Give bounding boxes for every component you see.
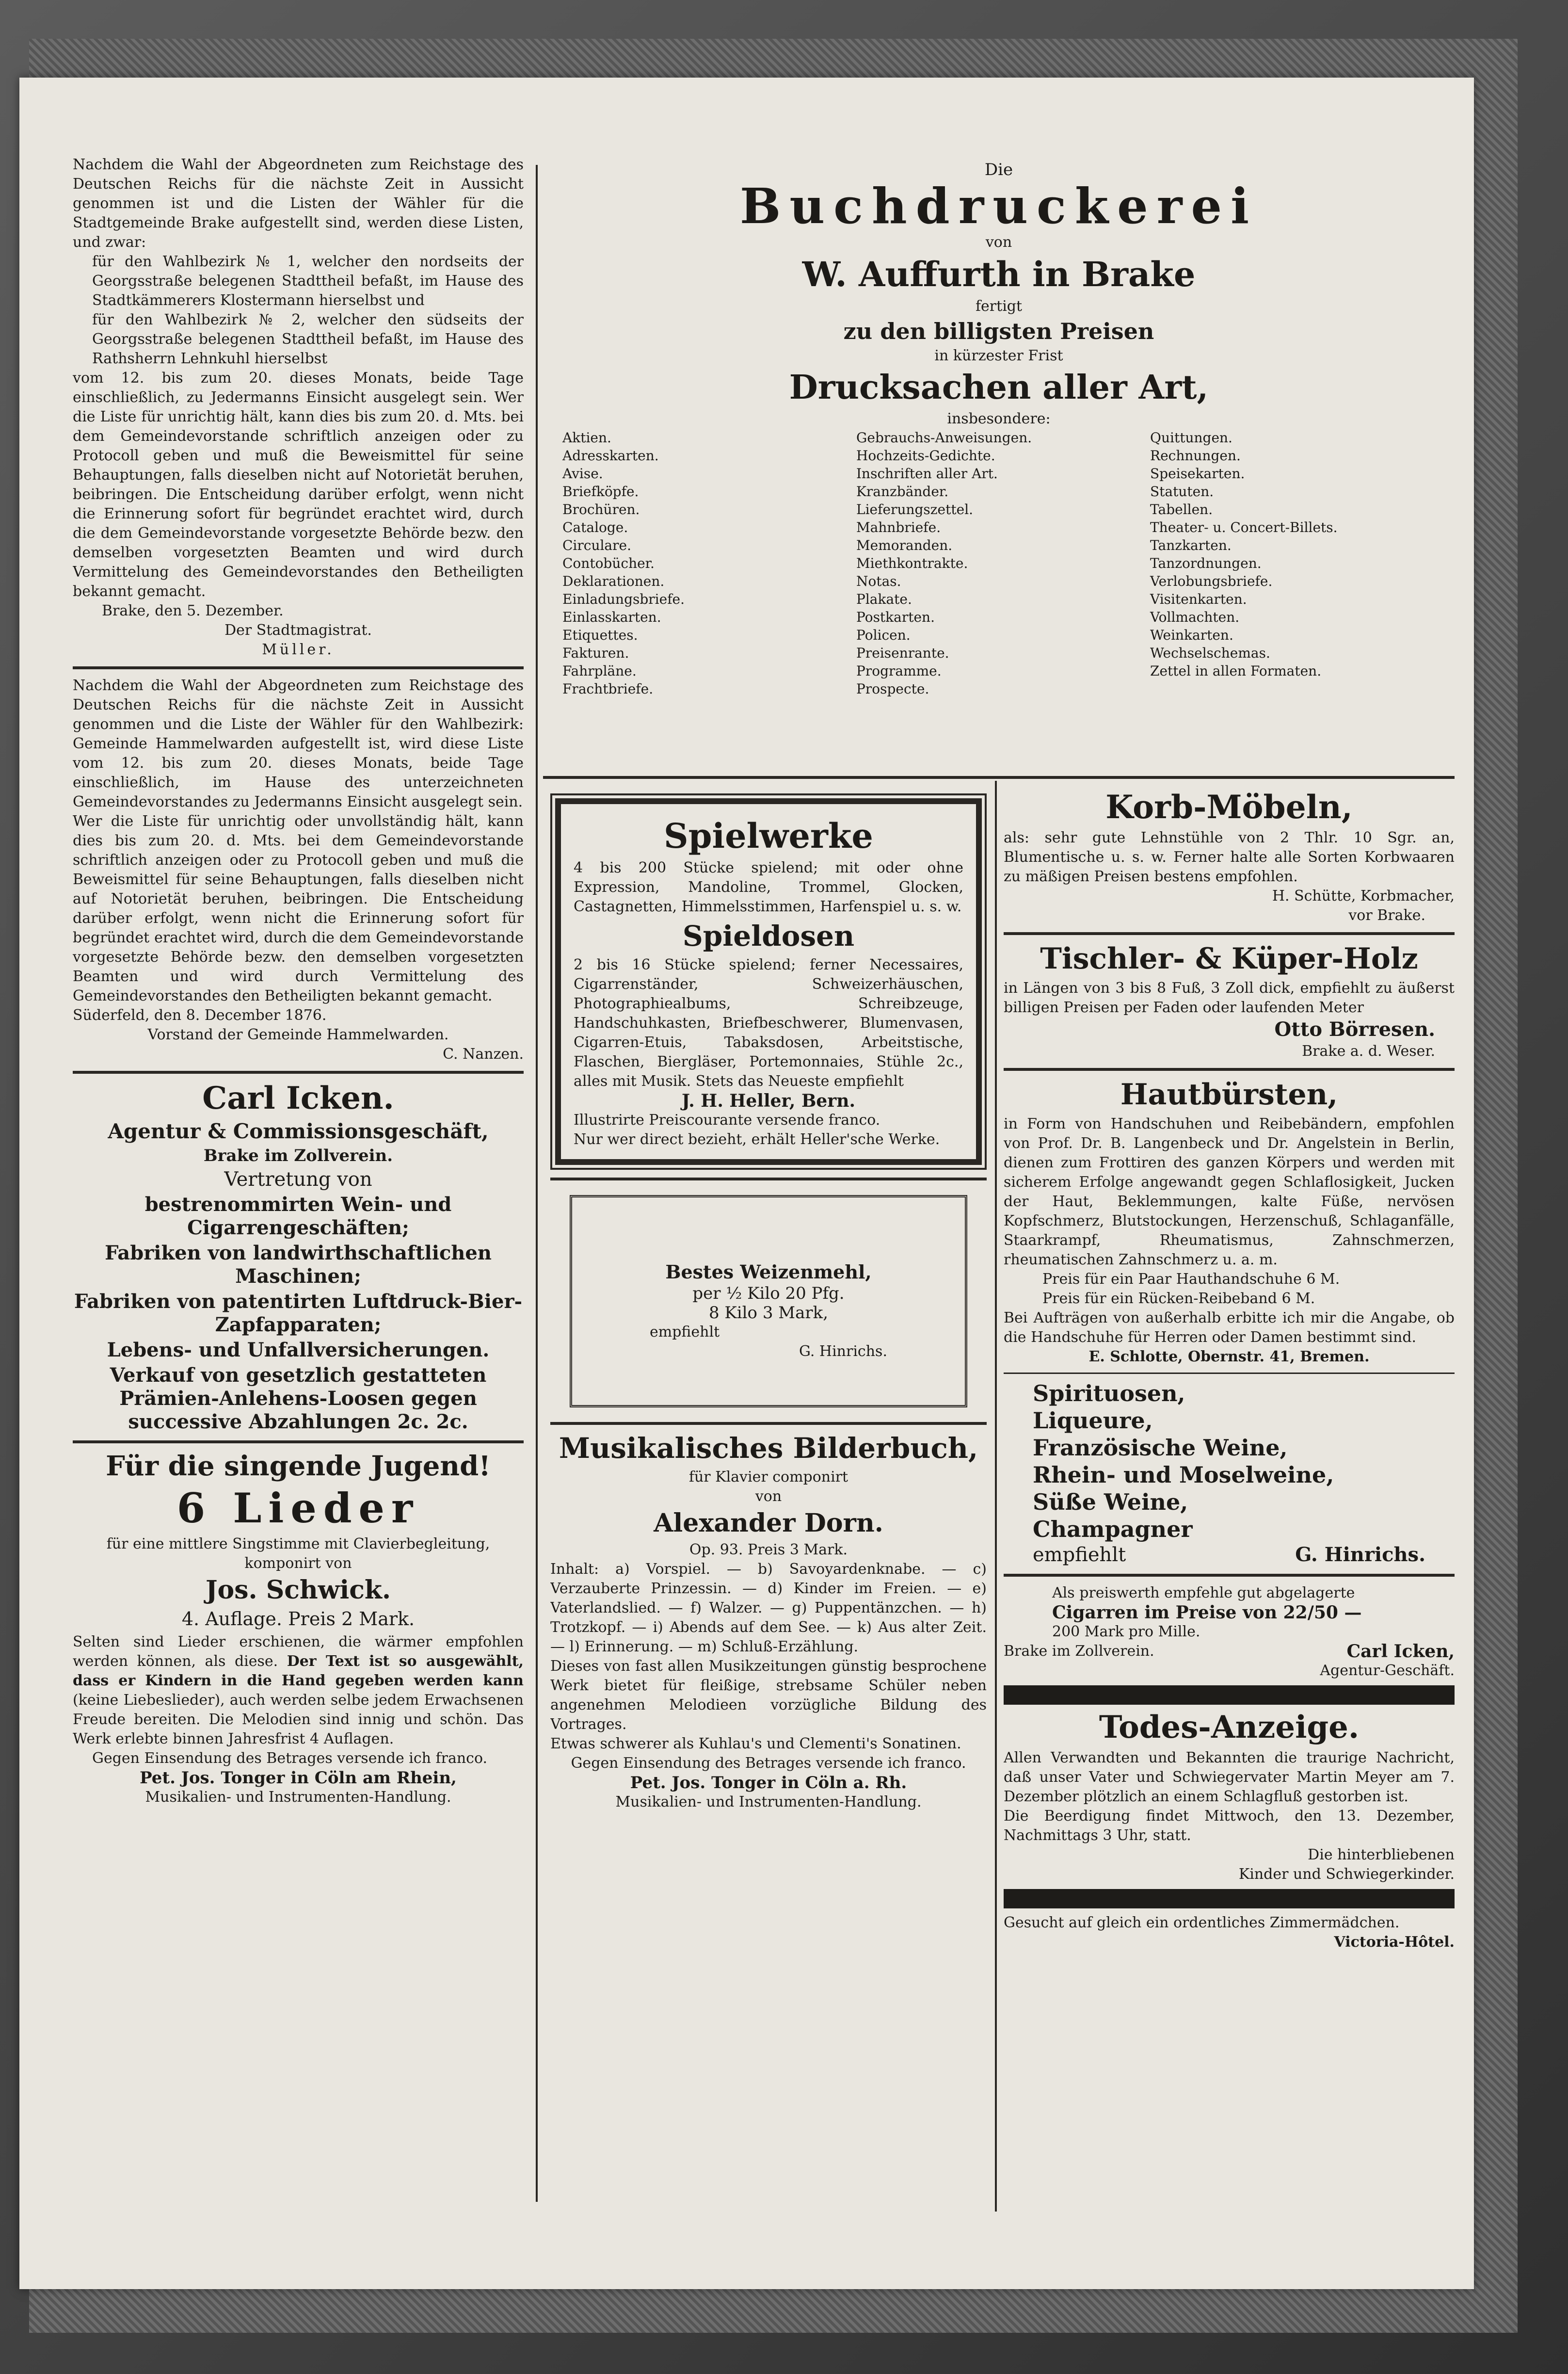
- ad-line: per ½ Kilo 20 Pfg.: [692, 1284, 845, 1303]
- ad-title: Spielwerke: [664, 816, 873, 856]
- ad-body: 2 bis 16 Stücke spielend; ferner Necessaires, Cigarrenständer, Schweizerhäuschen, Photographiealbums, Schreibzeuge, Handschuhkasten, Briefbeschwerer, Blumenvasen, Cigarren-Etuis, Tabaksdosen, Arbeitstische, Flaschen, Biergläser, Portemonnaies, Stühle 2c., alles mit Musik. Stets das Neueste empfiehlt: [574, 956, 963, 1090]
- product-item: Aktien.: [562, 430, 611, 446]
- notice-text: Nachdem die Wahl der Abgeordneten zum Reichstage des Deutschen Reichs für die nächste Zeit in Aussicht genommen ist und die Listen der Wähler für die Stadtgemeinde Brake aufgestellt sind, werden diese Listen, und zwar:: [73, 156, 524, 251]
- ad-title: Tischler- & Küper-Holz: [1040, 942, 1418, 976]
- ad-line: Lebens- und Unfallversicherungen.: [107, 1339, 490, 1361]
- ad-body-part: (keine Liebeslieder), auch werden selbe jedem Erwachsenen Freude bereiten. Die Melodien sind innig und schön. Das Werk erlebte binnen Jahresfrist 4 Auflagen.: [73, 1692, 524, 1747]
- product-item: Zettel in allen Formaten.: [1150, 663, 1322, 679]
- product-item: Frachtbriefe.: [562, 681, 654, 697]
- ad-title: Bestes Weizenmehl,: [665, 1261, 872, 1283]
- ad-von: von: [755, 1488, 782, 1505]
- ad-products: Drucksachen aller Art,: [789, 368, 1209, 407]
- ad-place: Brake a. d. Weser.: [1302, 1043, 1435, 1060]
- ad-signature: H. Schütte, Korbmacher,: [1272, 888, 1455, 904]
- ad-signature: G. Hinrichs.: [1295, 1543, 1425, 1566]
- product-item: Notas.: [856, 573, 901, 589]
- product-item: Lieferungszettel.: [856, 501, 974, 517]
- product-item: Speisekarten.: [1150, 466, 1245, 482]
- product-item: Fakturen.: [562, 645, 629, 661]
- ad-line: Verkauf von gesetzlich gestatteten Prämien-Anlehens-Loosen gegen successive Abzahlungen 2c. 2c.: [110, 1364, 487, 1433]
- ad-spielwerke: [555, 798, 982, 1165]
- composer-name: Alexander Dorn.: [654, 1508, 883, 1538]
- product-item: Einlasskarten.: [562, 609, 661, 625]
- product-list: [543, 429, 1455, 698]
- ad-insbesondere: insbesondere:: [947, 410, 1051, 427]
- product-item: Einladungsbriefe.: [562, 591, 685, 607]
- ad-fertigt: fertigt: [975, 298, 1023, 315]
- column-rule-right: [995, 781, 997, 2212]
- product-item: Visitenkarten.: [1150, 591, 1247, 607]
- notice-date: Brake, den 5. Dezember.: [102, 602, 284, 619]
- ad-line: Liqueure,: [1033, 1407, 1153, 1434]
- ad-footer: [1004, 1642, 1455, 1661]
- publisher-name: Pet. Jos. Tonger in Cöln am Rhein,: [140, 1768, 457, 1788]
- mourning-bar: [1004, 1685, 1455, 1705]
- divider: [73, 666, 524, 669]
- ad-line: Fabriken von landwirthschaftlichen Maschinen;: [105, 1242, 492, 1288]
- notice-brake: [73, 155, 524, 660]
- product-column-3: [1150, 429, 1435, 698]
- product-item: Cataloge.: [562, 519, 628, 535]
- product-item: Rechnungen.: [1150, 448, 1241, 464]
- notice-signer: Vorstand der Gemeinde Hammelwarden.: [147, 1026, 449, 1043]
- ad-line: Rhein- und Moselweine,: [1033, 1462, 1334, 1488]
- mourning-bar: [1004, 1889, 1455, 1908]
- ad-signature: Kinder und Schwiegerkinder.: [1238, 1866, 1455, 1883]
- ad-signature: Carl Icken,: [1346, 1641, 1455, 1662]
- divider: [1004, 932, 1455, 935]
- notice-signer: Der Stadtmagistrat.: [224, 622, 372, 639]
- ad-speed-claim: in kürzester Frist: [934, 347, 1063, 364]
- ad-body-emphasis: Der Text ist so ausgewählt, dass er Kindern in die Hand gegeben werden kann: [73, 1653, 524, 1689]
- notice-body: vom 12. bis zum 20. dieses Monats, beide Tage einschließlich, zu Jedermanns Einsicht ausgelegt sein. Wer die Liste für unrichtig hält, kann dies bis zum 20. d. Mts. bei dem Gemeindevorstande schriftlich anzeigen oder zu Protocoll geben und muß die Beweismittel für seine Behauptungen, falls dieselben nicht auf Notorietät beruhen, beibringen. Die Entscheidung darüber erfolgt, wenn nicht die Erinnerung sofort für begründet erachtet wird, durch die dem Gemeindevorstande vorgesetzte Behörde bezw. den demselben vorgesetzten Beamten und wird durch Vermittelung des Gemeindevorstandes den Betheiligten bekannt gemacht.: [73, 370, 524, 600]
- product-item: Circulare.: [562, 537, 631, 553]
- product-item: Avise.: [562, 466, 603, 482]
- newspaper-page: [19, 78, 1474, 2289]
- ad-subtitle: für Klavier componirt: [688, 1469, 848, 1486]
- product-item: Prospecte.: [856, 681, 929, 697]
- ad-footer: [1033, 1543, 1455, 1567]
- product-item: Quittungen.: [1150, 430, 1232, 446]
- ad-title: Musikalisches Bilderbuch,: [559, 1432, 978, 1465]
- product-item: Etiquettes.: [562, 627, 638, 643]
- notice-signature: Müller.: [262, 641, 335, 658]
- ad-price: Preis für ein Paar Hauthandschuhe 6 M.: [1042, 1271, 1340, 1288]
- ad-body: in Längen von 3 bis 8 Fuß, 3 Zoll dick, empfiehlt zu äußerst billigen Preisen per Faden oder laufenden Meter: [1004, 980, 1455, 1016]
- printer-name: W. Auffurth in Brake: [802, 254, 1196, 294]
- ad-line: 8 Kilo 3 Mark,: [708, 1303, 829, 1323]
- ad-title: Carl Icken.: [202, 1080, 394, 1116]
- ad-korb-moebeln: [1004, 789, 1455, 925]
- ad-shipping: Gegen Einsendung des Betrages versende ich franco.: [571, 1755, 966, 1772]
- right-column: [1004, 786, 1455, 2289]
- ad-body: als: sehr gute Lehnstühle von 2 Thlr. 10 Sgr. an, Blumentische u. s. w. Ferner halte alle Sorten Korbwaaren zu mäßigen Preisen bestens empfohlen.: [1004, 829, 1455, 885]
- ad-line: Fabriken von patentirten Luftdruck-Bier-Zapfapparaten;: [74, 1290, 523, 1336]
- publisher-name: Pet. Jos. Tonger in Cöln a. Rh.: [630, 1773, 907, 1793]
- ad-place: Brake im Zollverein.: [1004, 1643, 1154, 1660]
- product-item: Briefköpfe.: [562, 484, 639, 500]
- district-2: für den Wahlbezirk № 2, welcher den südseits der Georgsstraße belegenen Stadttheil befaßt, im Hause des Rathsherrn Lehnkuhl hierselbst: [92, 311, 524, 367]
- notice-text: Nachdem die Wahl der Abgeordneten zum Reichstage des Deutschen Reichs für die nächste Zeit in Aussicht genommen und die Liste der Wähler für den Wahlbezirk: Gemeinde Hammelwarden aufgestellt ist, wird diese Liste vom 12. bis zum 20. dieses Monats, beide Tage einschließlich, im Hause des unterzeichneten Gemeindevorstandes zu Jedermanns Einsicht ausgelegt sein.: [73, 677, 524, 810]
- product-item: Preisenrante.: [856, 645, 949, 661]
- ad-lieder: [73, 1450, 524, 1807]
- ad-cigarren: [1004, 1583, 1455, 1680]
- product-item: Theater- u. Concert-Billets.: [1150, 519, 1338, 535]
- ad-line: Als preiswerth empfehle gut abgelagerte: [1052, 1584, 1355, 1601]
- product-item: Postkarten.: [856, 609, 935, 625]
- ad-direct: Nur wer direct bezieht, erhält Heller'sche Werke.: [574, 1131, 940, 1148]
- ad-bilderbuch: [550, 1432, 987, 1812]
- ad-body: Allen Verwandten und Bekannten die traurige Nachricht, daß unser Vater und Schwiegervater Martin Meyer am 7. Dezember plötzlich an einem Schlagfluß gestorben ist.: [1004, 1749, 1455, 1805]
- product-item: Gebrauchs-Anweisungen.: [856, 430, 1032, 446]
- ad-signature: Victoria-Hôtel.: [1334, 1934, 1455, 1951]
- ad-order-note: Bei Aufträgen von außerhalb erbitte ich mir die Angabe, ob die Handschuhe für Herren oder Damen bestimmt sind.: [1004, 1309, 1455, 1346]
- ad-line: empfiehlt: [650, 1324, 720, 1340]
- ad-title: Todes-Anzeige.: [1099, 1709, 1360, 1745]
- product-item: Hochzeits-Gedichte.: [856, 448, 995, 464]
- left-column: [73, 78, 524, 2289]
- product-item: Kranzbänder.: [856, 484, 949, 500]
- notice-signature: C. Nanzen.: [443, 1046, 524, 1063]
- ad-price: Preis für ein Rücken-Reibeband 6 M.: [1042, 1290, 1315, 1307]
- ad-body: Etwas schwerer als Kuhlau's und Clementi's Sonatinen.: [550, 1735, 961, 1752]
- ad-carl-icken: [73, 1081, 524, 1434]
- ad-signature: Otto Börresen.: [1274, 1018, 1435, 1041]
- product-item: Plakate.: [856, 591, 912, 607]
- ad-body: [73, 1632, 524, 1749]
- ad-line: Champagner: [1033, 1516, 1193, 1542]
- product-column-2: [856, 429, 1141, 698]
- ad-body: Dieses von fast allen Musikzeitungen günstig besprochene Werk bietet für fleißige, strebsame Schüler neben angenehmen Melodieen vorzügliche Bildung des Vortrages.: [550, 1658, 987, 1733]
- opus-price: Op. 93. Preis 3 Mark.: [689, 1541, 848, 1558]
- ad-body: Gesucht auf gleich ein ordentliches Zimmermädchen.: [1004, 1914, 1400, 1931]
- column-rule-left: [536, 165, 538, 2202]
- divider: [550, 1178, 987, 1180]
- product-item: Brochüren.: [562, 501, 640, 517]
- ad-line: Brake im Zollverein.: [203, 1146, 393, 1165]
- ad-place: vor Brake.: [1348, 907, 1425, 924]
- product-item: Memoranden.: [856, 537, 953, 553]
- ad-line: Cigarren im Preise von 22/50 —: [1052, 1602, 1362, 1623]
- ad-catalog: Illustrirte Preiscourante versende franco.: [574, 1112, 880, 1129]
- ad-signer: Die hinterbliebenen: [1308, 1846, 1455, 1863]
- divider: [543, 776, 1455, 779]
- ad-pre: Die: [984, 160, 1013, 179]
- divider: [73, 1071, 524, 1074]
- ad-shipping: Gegen Einsendung des Betrages versende ich franco.: [92, 1750, 488, 1767]
- product-item: Inschriften aller Art.: [856, 466, 998, 482]
- divider: [73, 1440, 524, 1443]
- seller-name: J. H. Heller, Bern.: [682, 1091, 855, 1111]
- ad-body: 4 bis 200 Stücke spielend; mit oder ohne Expression, Mandoline, Trommel, Glocken, Castagnetten, Himmelsstimmen, Harfenspiel u. s. w.: [574, 859, 963, 915]
- ad-funeral: Die Beerdigung findet Mittwoch, den 13. Dezember, Nachmittags 3 Uhr, statt.: [1004, 1808, 1455, 1844]
- publisher-trade: Musikalien- und Instrumenten-Handlung.: [615, 1793, 922, 1810]
- divider: [550, 1422, 987, 1425]
- composer-name: Jos. Schwick.: [205, 1575, 391, 1605]
- ad-von: von: [985, 234, 1012, 251]
- divider: [1004, 1574, 1455, 1577]
- ad-todes-anzeige: [1004, 1710, 1455, 1884]
- ad-line: Agentur & Commissionsgeschäft,: [108, 1119, 489, 1143]
- district-1: für den Wahlbezirk № 1, welcher den nordseits der Georgsstraße belegenen Stadttheil befaßt, im Hause des Stadtkämmerers Klostermann hierselbst und: [92, 253, 524, 309]
- ad-line: 200 Mark pro Mille.: [1052, 1623, 1200, 1640]
- publisher-trade: Musikalien- und Instrumenten-Handlung.: [145, 1789, 451, 1806]
- product-item: Contobücher.: [562, 555, 655, 571]
- product-item: Tanzordnungen.: [1150, 555, 1262, 571]
- product-item: Tanzkarten.: [1150, 537, 1232, 553]
- product-item: Miethkontrakte.: [856, 555, 968, 571]
- ad-title: Korb-Möbeln,: [1105, 788, 1353, 826]
- product-item: Verlobungsbriefe.: [1150, 573, 1273, 589]
- ad-holz: [1004, 942, 1455, 1061]
- product-item: Deklarationen.: [562, 573, 665, 589]
- divider: [1004, 1068, 1455, 1071]
- ad-title: Hautbürsten,: [1120, 1078, 1338, 1112]
- divider: [1004, 1373, 1455, 1374]
- ad-line: empfiehlt: [1033, 1544, 1126, 1566]
- middle-column: [550, 786, 987, 2289]
- product-item: Programme.: [856, 663, 942, 679]
- ad-buchdruckerei: [543, 160, 1455, 698]
- notice-date: Süderfeld, den 8. December 1876.: [73, 1007, 327, 1024]
- ad-title: 6 Lieder: [176, 1484, 420, 1532]
- ad-spirituosen: [1004, 1380, 1455, 1567]
- ad-price-claim: zu den billigsten Preisen: [843, 318, 1154, 344]
- product-item: Weinkarten.: [1150, 627, 1233, 643]
- notice-hammelwarden: [73, 676, 524, 1064]
- product-item: Wechselschemas.: [1150, 645, 1270, 661]
- ad-subtitle: für eine mittlere Singstimme mit Clavierbegleitung, komponirt von: [106, 1535, 490, 1572]
- product-item: Adresskarten.: [562, 448, 659, 464]
- ad-line: Vertretung von: [224, 1168, 372, 1191]
- ad-line: Spirituosen,: [1033, 1380, 1185, 1406]
- notice-body: Wer die Liste für unrichtig oder unvollständig hält, kann dies bis zum 20. d. Mts. bei dem Gemeindevorstande schriftlich anzeigen oder zu Protocoll geben und muß die Beweismittel für seine Behauptungen, falls dieselben nicht auf Notorietät beruhen, beibringen. Die Entscheidung darüber erfolgt, wenn nicht die Erinnerung sofort für begründet erachtet wird, durch die dem Gemeindevorstande vorgesetzte Behörde bezw. den demselben vorgesetzten Beamten und wird durch Vermittelung des Gemeindevorstandes den Betheiligten bekannt gemacht.: [73, 813, 524, 1004]
- ad-body: in Form von Handschuhen und Reibebändern, empfohlen von Prof. Dr. B. Langenbeck und Dr. Angelstein in Berlin, dienen zum Frottiren des ganzen Körpers und werden mit sicherem Erfolge angewandt gegen Schlaflosigkeit, Jucken der Haut, Beklemmungen, kalte Füße, nervösen Kopfschmerz, Blutstockungen, Herzenschuß, Schlaganfälle, Staarkrampf, Rheumatismus, Zahnschmerzen, rheumatischen Zahnschmerz u. a. m.: [1004, 1115, 1455, 1268]
- ad-line: Süße Weine,: [1033, 1489, 1188, 1515]
- ad-line: bestrenommirten Wein- und Cigarrengeschäften;: [144, 1193, 452, 1239]
- edition-price: 4. Auflage. Preis 2 Mark.: [181, 1608, 415, 1630]
- ad-body-part: Selten sind Lieder erschienen, die wärmer empfohlen werden können, als diese.: [73, 1633, 524, 1670]
- ad-line: Französische Weine,: [1033, 1435, 1288, 1461]
- product-item: Policen.: [856, 627, 911, 643]
- ad-title: Buchdruckerei: [739, 178, 1258, 235]
- product-item: Fahrpläne.: [562, 663, 637, 679]
- ad-role: Agentur-Geschäft.: [1320, 1662, 1455, 1679]
- product-item: Vollmachten.: [1150, 609, 1240, 625]
- ad-subtitle: Spieldosen: [682, 920, 855, 953]
- product-column-1: [562, 429, 848, 698]
- ad-weizenmehl: [570, 1195, 967, 1407]
- ad-signature: E. Schlotte, Obernstr. 41, Bremen.: [1088, 1348, 1370, 1365]
- ad-gesucht: [1004, 1913, 1455, 1952]
- ad-headline: Für die singende Jugend!: [106, 1450, 491, 1482]
- ad-hautbuersten: [1004, 1078, 1455, 1367]
- product-item: Statuten.: [1150, 484, 1214, 500]
- product-item: Tabellen.: [1150, 501, 1213, 517]
- ad-signature: G. Hinrichs.: [799, 1343, 887, 1360]
- ad-contents: Inhalt: a) Vorspiel. — b) Savoyardenknabe. — c) Verzauberte Prinzessin. — d) Kinder im Freien. — e) Vaterlandslied. — f) Walzer. — g) Puppentänzchen. — h) Trotzkopf. — i) Abends auf dem See. — k) Aus alter Zeit. — l) Erinnerung. — m) Schluß-Erzählung.: [550, 1561, 987, 1655]
- product-item: Mahnbriefe.: [856, 519, 941, 535]
